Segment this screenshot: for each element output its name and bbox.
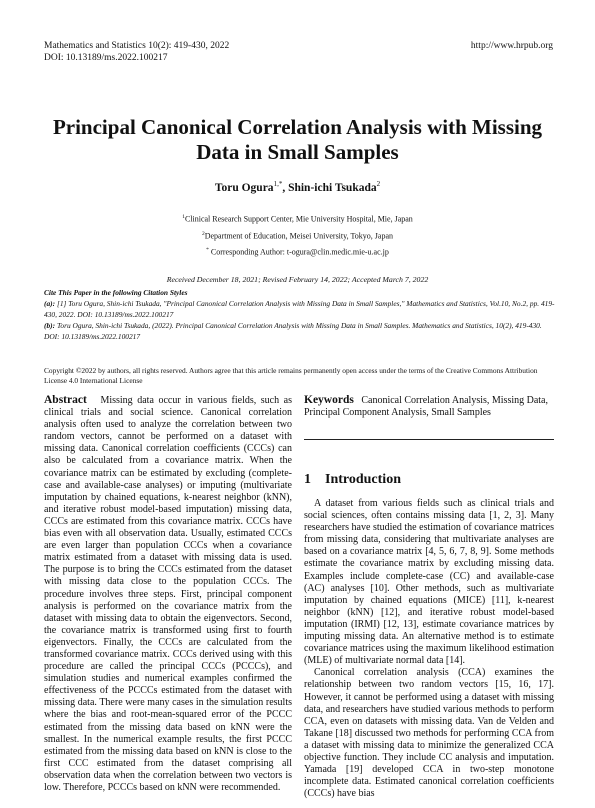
doi-line: DOI: 10.13189/ms.2022.100217 <box>44 53 168 63</box>
affiliations <box>40 210 555 260</box>
cite-heading: Cite This Paper in the following Citation Styles <box>44 288 188 297</box>
section-number: 1 <box>304 472 311 487</box>
keywords-label: Keywords <box>304 394 354 406</box>
author-2: Shin-ichi Tsukada <box>288 181 377 194</box>
paper-title <box>40 115 555 165</box>
journal-url-link[interactable]: http://www.hrpub.org <box>470 41 553 51</box>
cite-style-a <box>44 298 556 320</box>
affiliation-2 <box>40 227 555 244</box>
affiliation-2-marker: 2 <box>201 230 205 237</box>
copyright-notice: Copyright ©2022 by authors, all rights reserved. Authors agree that this article remains permanently open access under the terms of the Creative Commons Attribution License 4.0 International License <box>44 366 538 385</box>
journal-citation: Mathematics and Statistics 10(2): 419-430, 2022 <box>44 41 230 51</box>
author-1-affil: 1,* <box>273 180 283 188</box>
abstract-section <box>44 394 292 794</box>
cite-a-label: (a): <box>44 299 56 308</box>
corresponding-author <box>40 243 555 260</box>
section-heading-introduction <box>304 472 554 488</box>
author-line <box>40 180 555 194</box>
abstract-text: Missing data occur in various fields, such as clinical trials and social science. Canonical correlation analysis often used to analyze the correlation between two random vectors, cannot be performed on a dataset with missing data. Canonical correlation coefficients (CCCs) can also be calculated from a covariance matrix. When the covariance matrix can be estimated by excluding (complete-case and available-case analyses) or imputing (multivariate imputation by chained equations, k-nearest neighbor (kNN), and iterative robust model-based imputation) missing data, CCCs are estimated from this covariance matrix. CCCs have bias even with all observation data. Usually, estimated CCCs are even larger than population CCCs when a covariance matrix estimated from a dataset with missing data is used. The purpose is to bring the CCCs estimated from the dataset with missing data close to the population CCCs. The procedure involves three steps. First, principal component analysis is performed on the covariance matrix from the dataset with missing data to obtain the eigenvectors. Second, the covariance matrix is transformed using first to fourth eigenvectors. Finally, the CCCs are calculated from the transformed covariance matrix. CCCs derived using with this procedure are called the principal CCCs (PCCCs), and simulation studies and numerical examples confirmed the effectiveness of the PCCCs estimated from the dataset with missing data. There were many cases in the simulation results where the bias and root-mean-squared error of the PCCC estimated from the missing data based on kNN were the smallest. In the numerical example results, the first PCCC estimated from the missing data based on kNN is close to the first CCC estimated from the dataset comprising all observation data when the correlation between two vectors is low. Therefore, PCCCs based on kNN were recommended. <box>44 395 293 793</box>
author-separator: , <box>282 181 289 194</box>
intro-paragraph-2: Canonical correlation analysis (CCA) examines the relationship between two random vectors [15, 16, 17]. However, it cannot be performed using a dataset with missing data, and researchers have studied various methods to perform CCA, even on datasets with missing data. Van de Velden and Takane [18] discussed two methods for performing CCA from a dataset with missing data to minimize the generalized CCA objective function. They include CC analysis and imputation. Yamada [19] developed CCA in two-step monotone incomplete data. Estimated canonical correlation coefficients (CCCs) have bias <box>304 667 554 800</box>
affiliation-1 <box>40 210 555 227</box>
section-title: Introduction <box>325 472 401 487</box>
author-1: Toru Ogura <box>214 181 274 194</box>
received-dates: Received December 18, 2021; Revised February 14, 2022; Accepted March 7, 2022 <box>166 275 429 284</box>
corresponding-email[interactable]: Corresponding Author: t-ogura@clin.medic.mie-u.ac.jp <box>208 247 389 257</box>
title-line-2: Data in Small Samples <box>196 140 399 164</box>
title-line-1: Principal Canonical Correlation Analysis with Missing <box>52 115 543 139</box>
cite-style-b <box>44 320 556 342</box>
keywords-text: Canonical Correlation Analysis, Missing Data, Principal Component Analysis, Small Samples <box>304 395 548 419</box>
running-header-left <box>44 40 229 64</box>
cite-b-text: Toru Ogura, Shin-ichi Tsukada, (2022). Principal Canonical Correlation Analysis with Missing Data in Small Samples. Mathematics and Statistics, 10(2), 419-430. DOI: 10.13189/ms.2022.100217 <box>44 321 542 341</box>
affiliation-1-marker: 1 <box>182 214 185 220</box>
affiliation-2-text: Department of Education, Meisei University, Tokyo, Japan <box>204 231 394 241</box>
citation-styles <box>44 287 556 342</box>
corresponding-marker: * <box>206 247 209 254</box>
affiliation-1-text: Clinical Research Support Center, Mie University Hospital, Mie, Japan <box>184 214 413 224</box>
abstract-label: Abstract <box>44 394 87 406</box>
section-divider <box>304 439 554 440</box>
cite-a-text: [1] Toru Ogura, Shin-ichi Tsukada, "Principal Canonical Correlation Analysis with Missing Data in Small Samples," Mathematics and Statistics, Vol.10, No.2, pp. 419-430, 2022. DOI: 10.13189/ms.2022.100217 <box>44 299 555 319</box>
keywords-section <box>304 394 554 419</box>
introduction-body <box>304 498 554 800</box>
author-2-affil: 2 <box>376 180 381 188</box>
cite-b-label: (b): <box>44 321 56 330</box>
intro-paragraph-1: A dataset from various fields such as clinical trials and social sciences, often contains missing data [1, 2, 3]. Many researchers have studied the estimation of covariance matrices from missing data, considering that multivariate analyses are based on a covariance matrix [4, 5, 6, 7, 8, 9]. Some methods estimate the covariance matrix by excluding missing data. Examples include complete-case (CC) and available-case (AC) analyses [10]. Other methods, such as multivariate imputation by chained equations (MICE) [11], k-nearest neighbor (kNN) [12], and iterative robust model-based imputation (IRMI) [12, 13], estimate covariance matrices by imputing missing data. An alternative method is to estimate covariance matrices using the maximum likelihood estimation (MLE) of multivariate normal data [14]. <box>304 498 554 667</box>
